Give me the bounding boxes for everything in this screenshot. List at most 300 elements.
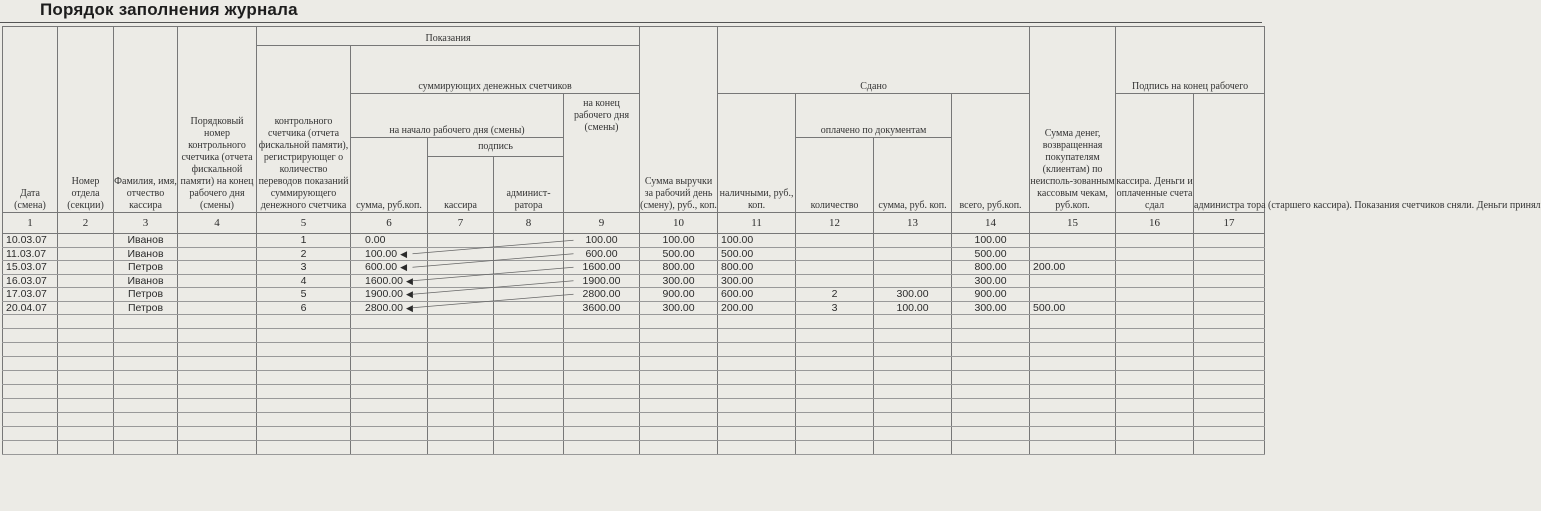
empty-cell bbox=[1030, 315, 1116, 329]
empty-cell bbox=[564, 343, 640, 357]
empty-cell bbox=[58, 427, 114, 441]
header-administratora: администра тора (старшего кассира). Показания счетчиков сняли. Деньги принял bbox=[1194, 94, 1265, 213]
empty-cell bbox=[257, 315, 351, 329]
empty-cell bbox=[718, 385, 796, 399]
empty-row bbox=[3, 329, 1265, 343]
empty-cell bbox=[564, 427, 640, 441]
empty-cell bbox=[428, 343, 494, 357]
empty-cell bbox=[1194, 413, 1265, 427]
column-number-8: 8 bbox=[494, 213, 564, 234]
title-divider bbox=[0, 22, 1262, 23]
cell-vyruchka: 300.00 bbox=[640, 274, 718, 288]
cell-nal: 600.00 bbox=[718, 288, 796, 302]
empty-cell bbox=[178, 329, 257, 343]
empty-cell bbox=[178, 399, 257, 413]
header-summa-dok: сумма, руб. коп. bbox=[874, 138, 952, 213]
empty-cell bbox=[718, 357, 796, 371]
cell-vyruchka: 100.00 bbox=[640, 234, 718, 248]
empty-cell bbox=[1116, 329, 1194, 343]
empty-cell bbox=[718, 413, 796, 427]
empty-cell bbox=[1194, 427, 1265, 441]
column-number-14: 14 bbox=[952, 213, 1030, 234]
empty-cell bbox=[952, 385, 1030, 399]
empty-cell bbox=[564, 357, 640, 371]
header-podpis: подпись bbox=[428, 138, 563, 157]
column-number-16: 16 bbox=[1116, 213, 1194, 234]
empty-cell bbox=[3, 399, 58, 413]
cell-date: 16.03.07 bbox=[3, 274, 58, 288]
empty-row bbox=[3, 343, 1265, 357]
cell-nomer bbox=[178, 261, 257, 275]
empty-cell bbox=[58, 399, 114, 413]
cell-fio: Петров bbox=[114, 288, 178, 302]
empty-cell bbox=[257, 357, 351, 371]
empty-cell bbox=[3, 343, 58, 357]
empty-cell bbox=[1030, 399, 1116, 413]
cell-col16 bbox=[1116, 288, 1194, 302]
header-podpis-na-konec: Подпись на конец рабочего bbox=[1116, 27, 1265, 94]
cell-col7 bbox=[428, 301, 494, 315]
empty-cell bbox=[178, 441, 257, 455]
cell-vyruchka: 500.00 bbox=[640, 247, 718, 261]
cell-kol bbox=[796, 261, 874, 275]
cell-nach: 1900.00 ◀ bbox=[351, 288, 428, 302]
empty-cell bbox=[114, 441, 178, 455]
empty-cell bbox=[428, 413, 494, 427]
header-nalichnymi: наличными, руб., коп. bbox=[718, 94, 796, 213]
cell-kontr: 1 bbox=[257, 234, 351, 248]
empty-cell bbox=[351, 399, 428, 413]
cell-col16 bbox=[1116, 234, 1194, 248]
empty-cell bbox=[1030, 427, 1116, 441]
cell-kol bbox=[796, 247, 874, 261]
empty-cell bbox=[494, 399, 564, 413]
cell-summa: 100.00 bbox=[874, 301, 952, 315]
empty-cell bbox=[1030, 343, 1116, 357]
header-date: Дата (смена) bbox=[3, 27, 58, 213]
table-row bbox=[3, 288, 1265, 302]
empty-cell bbox=[1030, 371, 1116, 385]
empty-cell bbox=[564, 315, 640, 329]
cell-otdel bbox=[58, 261, 114, 275]
cell-col8 bbox=[494, 234, 564, 248]
empty-cell bbox=[3, 315, 58, 329]
empty-cell bbox=[796, 343, 874, 357]
empty-cell bbox=[796, 413, 874, 427]
cell-vozvrat: 200.00 bbox=[1030, 261, 1116, 275]
empty-cell bbox=[874, 441, 952, 455]
cell-vsego: 800.00 bbox=[952, 261, 1030, 275]
empty-cell bbox=[428, 385, 494, 399]
empty-cell bbox=[3, 371, 58, 385]
empty-cell bbox=[494, 329, 564, 343]
header-sdano: Сдано bbox=[718, 27, 1030, 94]
cell-col16 bbox=[1116, 301, 1194, 315]
empty-cell bbox=[874, 329, 952, 343]
header-podpis-block bbox=[428, 138, 564, 213]
empty-cell bbox=[351, 413, 428, 427]
cell-fio: Петров bbox=[114, 301, 178, 315]
header-vyruchka: Сумма выручки за рабочий день (смену), руб., коп. bbox=[640, 27, 718, 213]
cell-fio: Иванов bbox=[114, 234, 178, 248]
column-number-9: 9 bbox=[564, 213, 640, 234]
cell-vsego: 300.00 bbox=[952, 301, 1030, 315]
cell-nomer bbox=[178, 234, 257, 248]
empty-cell bbox=[3, 329, 58, 343]
cell-kontr: 3 bbox=[257, 261, 351, 275]
empty-cell bbox=[494, 371, 564, 385]
empty-cell bbox=[178, 315, 257, 329]
empty-cell bbox=[1030, 413, 1116, 427]
table-row bbox=[3, 234, 1265, 248]
cell-otdel bbox=[58, 274, 114, 288]
empty-cell bbox=[718, 427, 796, 441]
cell-col17 bbox=[1194, 234, 1265, 248]
empty-cell bbox=[796, 315, 874, 329]
cell-kontr: 2 bbox=[257, 247, 351, 261]
empty-cell bbox=[874, 371, 952, 385]
empty-cell bbox=[874, 427, 952, 441]
empty-cell bbox=[796, 385, 874, 399]
empty-cell bbox=[874, 315, 952, 329]
header-kolichestvo: количество bbox=[796, 138, 874, 213]
cell-vozvrat bbox=[1030, 288, 1116, 302]
empty-cell bbox=[718, 329, 796, 343]
empty-cell bbox=[1116, 399, 1194, 413]
column-number-17: 17 bbox=[1194, 213, 1265, 234]
header-vsego: всего, руб.коп. bbox=[952, 94, 1030, 213]
column-number-11: 11 bbox=[718, 213, 796, 234]
cell-col17 bbox=[1194, 301, 1265, 315]
header-poryadkovyi-nomer: Порядковый номер контрольного счетчика (отчета фискальной памяти) на конец рабочего дня (смены) bbox=[178, 27, 257, 213]
cell-nach: 0.00 bbox=[351, 234, 428, 248]
empty-cell bbox=[1116, 371, 1194, 385]
empty-cell bbox=[640, 413, 718, 427]
column-number-5: 5 bbox=[257, 213, 351, 234]
cell-kon: 2800.00 bbox=[564, 288, 640, 302]
empty-cell bbox=[1116, 343, 1194, 357]
column-number-15: 15 bbox=[1030, 213, 1116, 234]
cell-nal: 200.00 bbox=[718, 301, 796, 315]
cell-vyruchka: 800.00 bbox=[640, 261, 718, 275]
cell-vozvrat: 500.00 bbox=[1030, 301, 1116, 315]
cell-nal: 800.00 bbox=[718, 261, 796, 275]
empty-cell bbox=[494, 315, 564, 329]
cell-date: 10.03.07 bbox=[3, 234, 58, 248]
empty-cell bbox=[718, 315, 796, 329]
cell-vsego: 300.00 bbox=[952, 274, 1030, 288]
cell-summa bbox=[874, 247, 952, 261]
empty-cell bbox=[58, 357, 114, 371]
empty-cell bbox=[952, 441, 1030, 455]
empty-cell bbox=[257, 399, 351, 413]
header-oplacheno: оплачено по документам bbox=[796, 94, 952, 138]
empty-cell bbox=[58, 315, 114, 329]
cell-col7 bbox=[428, 234, 494, 248]
empty-cell bbox=[1116, 315, 1194, 329]
empty-cell bbox=[874, 357, 952, 371]
cell-vyruchka: 900.00 bbox=[640, 288, 718, 302]
cell-date: 20.04.07 bbox=[3, 301, 58, 315]
cell-kon: 100.00 bbox=[564, 234, 640, 248]
column-number-3: 3 bbox=[114, 213, 178, 234]
empty-cell bbox=[796, 329, 874, 343]
cell-col8 bbox=[494, 288, 564, 302]
empty-cell bbox=[1116, 441, 1194, 455]
empty-cell bbox=[1116, 413, 1194, 427]
empty-cell bbox=[114, 385, 178, 399]
empty-cell bbox=[351, 315, 428, 329]
empty-cell bbox=[564, 399, 640, 413]
column-number-2: 2 bbox=[58, 213, 114, 234]
empty-row bbox=[3, 371, 1265, 385]
column-number-13: 13 bbox=[874, 213, 952, 234]
header-fio: Фамилия, имя, отчество кассира bbox=[114, 27, 178, 213]
cell-date: 15.03.07 bbox=[3, 261, 58, 275]
cell-kon: 3600.00 bbox=[564, 301, 640, 315]
cell-fio: Петров bbox=[114, 261, 178, 275]
cell-otdel bbox=[58, 247, 114, 261]
empty-cell bbox=[428, 357, 494, 371]
empty-cell bbox=[494, 385, 564, 399]
table-row bbox=[3, 301, 1265, 315]
empty-cell bbox=[952, 343, 1030, 357]
empty-cell bbox=[257, 441, 351, 455]
empty-cell bbox=[640, 329, 718, 343]
column-number-4: 4 bbox=[178, 213, 257, 234]
empty-cell bbox=[178, 385, 257, 399]
header-vozvrat: Сумма денег, возвращенная покупателям (клиентам) по неисполь-зованным кассовым чекам, руб.коп. bbox=[1030, 27, 1116, 213]
empty-cell bbox=[640, 385, 718, 399]
empty-cell bbox=[114, 329, 178, 343]
empty-cell bbox=[351, 385, 428, 399]
empty-row bbox=[3, 399, 1265, 413]
cell-nomer bbox=[178, 288, 257, 302]
cell-summa bbox=[874, 261, 952, 275]
cell-col17 bbox=[1194, 261, 1265, 275]
header-podpis-administratora: админист-ратора bbox=[506, 188, 551, 211]
header-pokazaniya: Показания bbox=[257, 27, 640, 46]
empty-cell bbox=[1030, 385, 1116, 399]
cell-kon: 1900.00 bbox=[564, 274, 640, 288]
empty-cell bbox=[564, 371, 640, 385]
empty-cell bbox=[952, 329, 1030, 343]
empty-cell bbox=[3, 413, 58, 427]
empty-cell bbox=[952, 427, 1030, 441]
empty-cell bbox=[494, 357, 564, 371]
empty-cell bbox=[564, 385, 640, 399]
empty-cell bbox=[1194, 315, 1265, 329]
empty-cell bbox=[114, 399, 178, 413]
empty-cell bbox=[351, 329, 428, 343]
cell-col16 bbox=[1116, 247, 1194, 261]
empty-cell bbox=[1194, 385, 1265, 399]
arrow-left-icon: ◀ bbox=[405, 302, 413, 313]
empty-cell bbox=[114, 427, 178, 441]
arrow-left-icon: ◀ bbox=[400, 262, 408, 273]
cell-col8 bbox=[494, 274, 564, 288]
cell-nach: 1600.00 ◀ bbox=[351, 274, 428, 288]
empty-cell bbox=[58, 329, 114, 343]
cell-col7 bbox=[428, 247, 494, 261]
cell-nomer bbox=[178, 274, 257, 288]
empty-row bbox=[3, 441, 1265, 455]
empty-cell bbox=[564, 329, 640, 343]
empty-cell bbox=[58, 371, 114, 385]
empty-cell bbox=[796, 371, 874, 385]
empty-cell bbox=[178, 371, 257, 385]
empty-cell bbox=[640, 343, 718, 357]
cell-col7 bbox=[428, 274, 494, 288]
cell-otdel bbox=[58, 288, 114, 302]
cell-col17 bbox=[1194, 288, 1265, 302]
empty-cell bbox=[257, 413, 351, 427]
header-summa-nachalo: сумма, руб.коп. bbox=[351, 138, 428, 213]
empty-cell bbox=[1030, 441, 1116, 455]
empty-cell bbox=[428, 399, 494, 413]
table-row bbox=[3, 261, 1265, 275]
cell-kol: 2 bbox=[796, 288, 874, 302]
cell-vsego: 100.00 bbox=[952, 234, 1030, 248]
cell-summa: 300.00 bbox=[874, 288, 952, 302]
cash-journal-table bbox=[2, 26, 1541, 455]
cell-fio: Иванов bbox=[114, 247, 178, 261]
empty-cell bbox=[178, 343, 257, 357]
empty-cell bbox=[257, 385, 351, 399]
cell-fio: Иванов bbox=[114, 274, 178, 288]
cell-nal: 500.00 bbox=[718, 247, 796, 261]
cell-col7 bbox=[428, 261, 494, 275]
cell-nal: 100.00 bbox=[718, 234, 796, 248]
empty-cell bbox=[3, 385, 58, 399]
empty-cell bbox=[952, 357, 1030, 371]
cell-kol: 3 bbox=[796, 301, 874, 315]
cell-date: 17.03.07 bbox=[3, 288, 58, 302]
empty-cell bbox=[1194, 371, 1265, 385]
cell-kol bbox=[796, 274, 874, 288]
empty-cell bbox=[428, 427, 494, 441]
column-number-1: 1 bbox=[3, 213, 58, 234]
header-kassira: кассира. Деньги и оплаченные счета сдал bbox=[1116, 94, 1194, 213]
empty-cell bbox=[874, 385, 952, 399]
empty-cell bbox=[351, 343, 428, 357]
empty-cell bbox=[1116, 427, 1194, 441]
empty-cell bbox=[796, 399, 874, 413]
cell-nal: 300.00 bbox=[718, 274, 796, 288]
cell-nach: 2800.00 ◀ bbox=[351, 301, 428, 315]
cell-nach: 600.00 ◀ bbox=[351, 261, 428, 275]
empty-cell bbox=[796, 441, 874, 455]
empty-cell bbox=[178, 427, 257, 441]
empty-row bbox=[3, 427, 1265, 441]
empty-cell bbox=[494, 441, 564, 455]
empty-row bbox=[3, 357, 1265, 371]
empty-cell bbox=[351, 441, 428, 455]
empty-cell bbox=[114, 343, 178, 357]
empty-cell bbox=[257, 427, 351, 441]
empty-cell bbox=[952, 371, 1030, 385]
empty-cell bbox=[58, 441, 114, 455]
cell-summa bbox=[874, 274, 952, 288]
empty-cell bbox=[1194, 343, 1265, 357]
empty-cell bbox=[564, 441, 640, 455]
empty-cell bbox=[952, 315, 1030, 329]
empty-cell bbox=[640, 427, 718, 441]
cell-date: 11.03.07 bbox=[3, 247, 58, 261]
cell-col17 bbox=[1194, 247, 1265, 261]
empty-cell bbox=[1194, 357, 1265, 371]
header-podpis-kassira: кассира bbox=[428, 157, 494, 212]
empty-cell bbox=[1194, 441, 1265, 455]
cell-kontr: 6 bbox=[257, 301, 351, 315]
empty-cell bbox=[718, 399, 796, 413]
cell-kontr: 4 bbox=[257, 274, 351, 288]
header-summ-counters: суммирующих денежных счетчиков bbox=[351, 46, 640, 94]
cell-vozvrat bbox=[1030, 234, 1116, 248]
empty-cell bbox=[178, 413, 257, 427]
cell-vsego: 900.00 bbox=[952, 288, 1030, 302]
cell-col8 bbox=[494, 301, 564, 315]
empty-cell bbox=[58, 413, 114, 427]
cell-otdel bbox=[58, 234, 114, 248]
empty-cell bbox=[494, 413, 564, 427]
cell-nomer bbox=[178, 247, 257, 261]
cell-col8 bbox=[494, 247, 564, 261]
empty-cell bbox=[114, 413, 178, 427]
empty-cell bbox=[1030, 329, 1116, 343]
cell-nach: 100.00 ◀ bbox=[351, 247, 428, 261]
empty-cell bbox=[874, 399, 952, 413]
header-na-nachalo: на начало рабочего дня (смены) bbox=[351, 94, 564, 138]
empty-cell bbox=[718, 371, 796, 385]
cell-vozvrat bbox=[1030, 274, 1116, 288]
empty-cell bbox=[58, 343, 114, 357]
empty-cell bbox=[428, 441, 494, 455]
empty-cell bbox=[640, 441, 718, 455]
empty-cell bbox=[257, 343, 351, 357]
cell-col8 bbox=[494, 261, 564, 275]
empty-cell bbox=[3, 441, 58, 455]
header-na-konec: на конец рабочего дня (смены) bbox=[564, 94, 640, 213]
empty-cell bbox=[640, 399, 718, 413]
header-otdel: Номер отдела (секции) bbox=[58, 27, 114, 213]
empty-cell bbox=[1116, 385, 1194, 399]
empty-row bbox=[3, 315, 1265, 329]
empty-cell bbox=[1194, 399, 1265, 413]
cell-vsego: 500.00 bbox=[952, 247, 1030, 261]
empty-row bbox=[3, 385, 1265, 399]
empty-cell bbox=[114, 371, 178, 385]
arrow-left-icon: ◀ bbox=[405, 289, 413, 300]
empty-cell bbox=[874, 343, 952, 357]
column-number-7: 7 bbox=[428, 213, 494, 234]
empty-cell bbox=[351, 427, 428, 441]
empty-row bbox=[3, 413, 1265, 427]
empty-cell bbox=[796, 427, 874, 441]
empty-cell bbox=[952, 399, 1030, 413]
empty-cell bbox=[494, 343, 564, 357]
empty-cell bbox=[351, 357, 428, 371]
cell-nomer bbox=[178, 301, 257, 315]
column-number-10: 10 bbox=[640, 213, 718, 234]
empty-cell bbox=[640, 315, 718, 329]
cell-col16 bbox=[1116, 261, 1194, 275]
empty-cell bbox=[1194, 329, 1265, 343]
empty-cell bbox=[718, 441, 796, 455]
page-title: Порядок заполнения журнала bbox=[40, 0, 298, 19]
empty-cell bbox=[718, 343, 796, 357]
cell-col16 bbox=[1116, 274, 1194, 288]
